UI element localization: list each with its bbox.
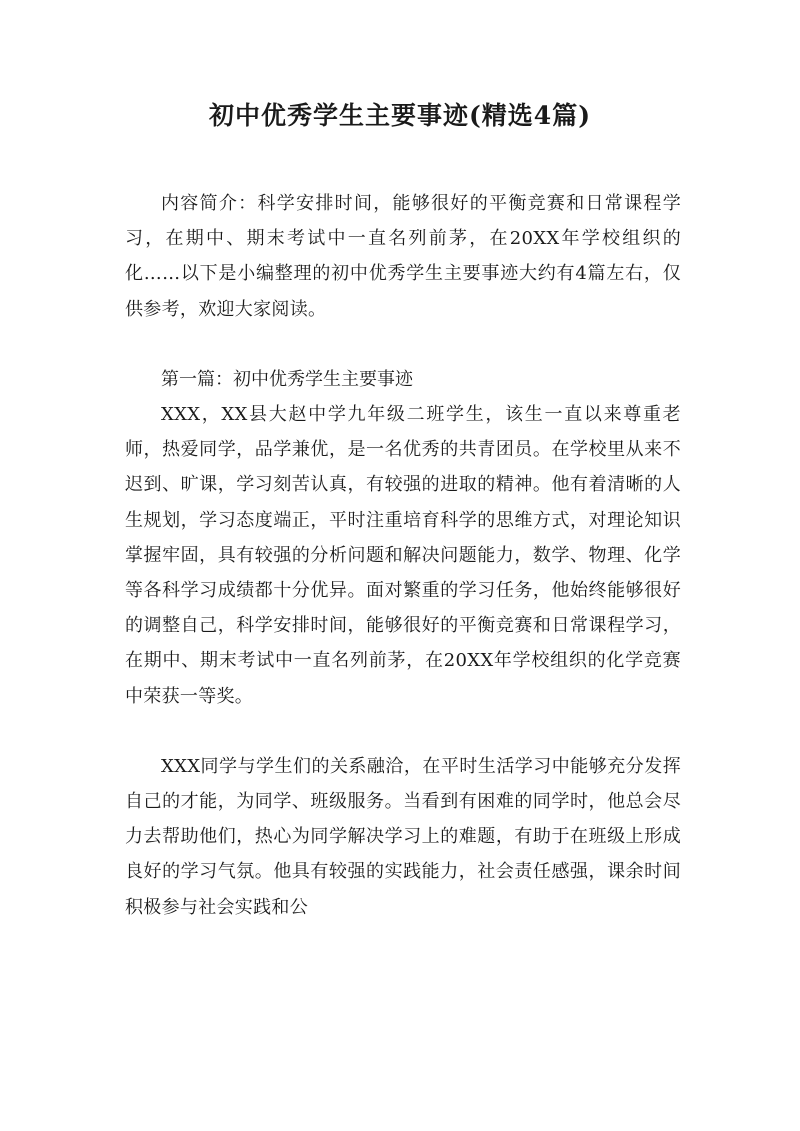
intro-paragraph: 内容简介：科学安排时间，能够很好的平衡竞赛和日常课程学习，在期中、期末考试中一直名列前茅，在20XX年学校组织的化……以下是小编整理的初中优秀学生主要事迹大约有4篇左右，仅供参考，欢迎大家阅读。: [125, 193, 681, 320]
document-title: 初中优秀学生主要事迹(精选4篇): [208, 101, 592, 130]
document-body: [125, 186, 681, 925]
paragraph-spacer: [125, 327, 681, 362]
paragraph-spacer: [125, 714, 681, 749]
section-paragraph-2: XXX同学与学生们的关系融洽，在平时生活学习中能够充分发挥自己的才能，为同学、班级服务。当看到有困难的同学时，他总会尽力去帮助他们，热心为同学解决学习上的难题，有助于在班级上形成良好的学习气氛。他具有较强的实践能力，社会责任感强，课余时间积极参与社会实践和公: [125, 755, 681, 918]
section-heading: 第一篇：初中优秀学生主要事迹: [161, 368, 413, 390]
section-paragraph-1: XXX，XX县大赵中学九年级二班学生，该生一直以来尊重老师，热爱同学，品学兼优，是一名优秀的共青团员。在学校里从来不迟到、旷课，学习刻苦认真，有较强的进取的精神。他有着清晰的人生规划，学习态度端正，平时注重培育科学的思维方式，对理论知识掌握牢固，具有较强的分析问题和解决问题能力，数学、物理、化学等各科学习成绩都十分优异。面对繁重的学习任务，他始终能够很好的调整自己，科学安排时间，能够很好的平衡竞赛和日常课程学习，在期中、期末考试中一直名列前茅，在20XX年学校组织的化学竞赛中荣获一等奖。: [125, 404, 681, 707]
